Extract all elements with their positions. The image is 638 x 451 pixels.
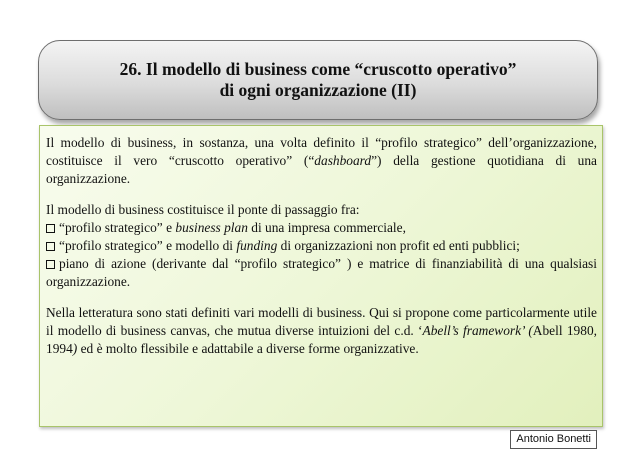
checkbox-bullet-icon [46, 242, 55, 251]
slide-title-box [38, 40, 598, 120]
bullet-text: di organizzazioni non profit ed enti pubblici; [277, 238, 520, 253]
bullet-text: di una impresa commerciale, [247, 220, 406, 235]
emphasis-dashboard: dashboard [314, 153, 372, 168]
bullet-text: “profilo strategico” e [59, 220, 176, 235]
bullet-text: “profilo strategico” e modello di [59, 238, 237, 253]
bullet-text: piano di azione (derivante dal “profilo strategico” ) e matrice di finanziabilità di una qualsiasi organizzazione. [46, 256, 597, 289]
paragraph-dashboard [46, 134, 597, 188]
paragraph-text: Nella letteratura sono stati definiti vari modelli di business. Qui si propone come particolarmente utile il modello di business canvas, che mutua diverse intuizioni del c.d. ‘ [46, 305, 597, 338]
paragraph-text: Il modello di business, in sostanza, una volta definito il “profilo strategico” dell’organizzazione, costituisce il vero “cruscotto operativo” (“ [46, 135, 597, 168]
bullet-funding [46, 237, 597, 255]
author-label: Antonio Bonetti [510, 430, 597, 449]
bullet-business-plan [46, 219, 597, 237]
bullet-action-plan [46, 255, 597, 291]
paragraph-bridge-intro: Il modello di business costituisce il ponte di passaggio fra: [46, 202, 360, 217]
checkbox-bullet-icon [46, 224, 55, 233]
slide-title-line-2: di ogni organizzazione (II) [219, 80, 417, 100]
emphasis-funding: funding [236, 238, 278, 253]
content-box [39, 125, 603, 427]
paragraph-text: ed è molto flessibile e adattabile a diverse forme organizzative. [77, 341, 419, 356]
paragraph-literature [46, 304, 597, 358]
emphasis-business-plan: business plan [175, 220, 248, 235]
checkbox-bullet-icon [46, 260, 55, 269]
emphasis-abell-framework: Abell’s framework’ ( [422, 323, 533, 338]
paragraph-text: ”) della gestione quotidiana di una organizzazione. [46, 153, 597, 186]
emphasis-paren: ) [72, 341, 78, 356]
slide-title-line-1: 26. Il modello di business come “cruscotto operativo” [119, 59, 517, 79]
paragraph-text: Abell 1980, 1994 [46, 323, 597, 356]
